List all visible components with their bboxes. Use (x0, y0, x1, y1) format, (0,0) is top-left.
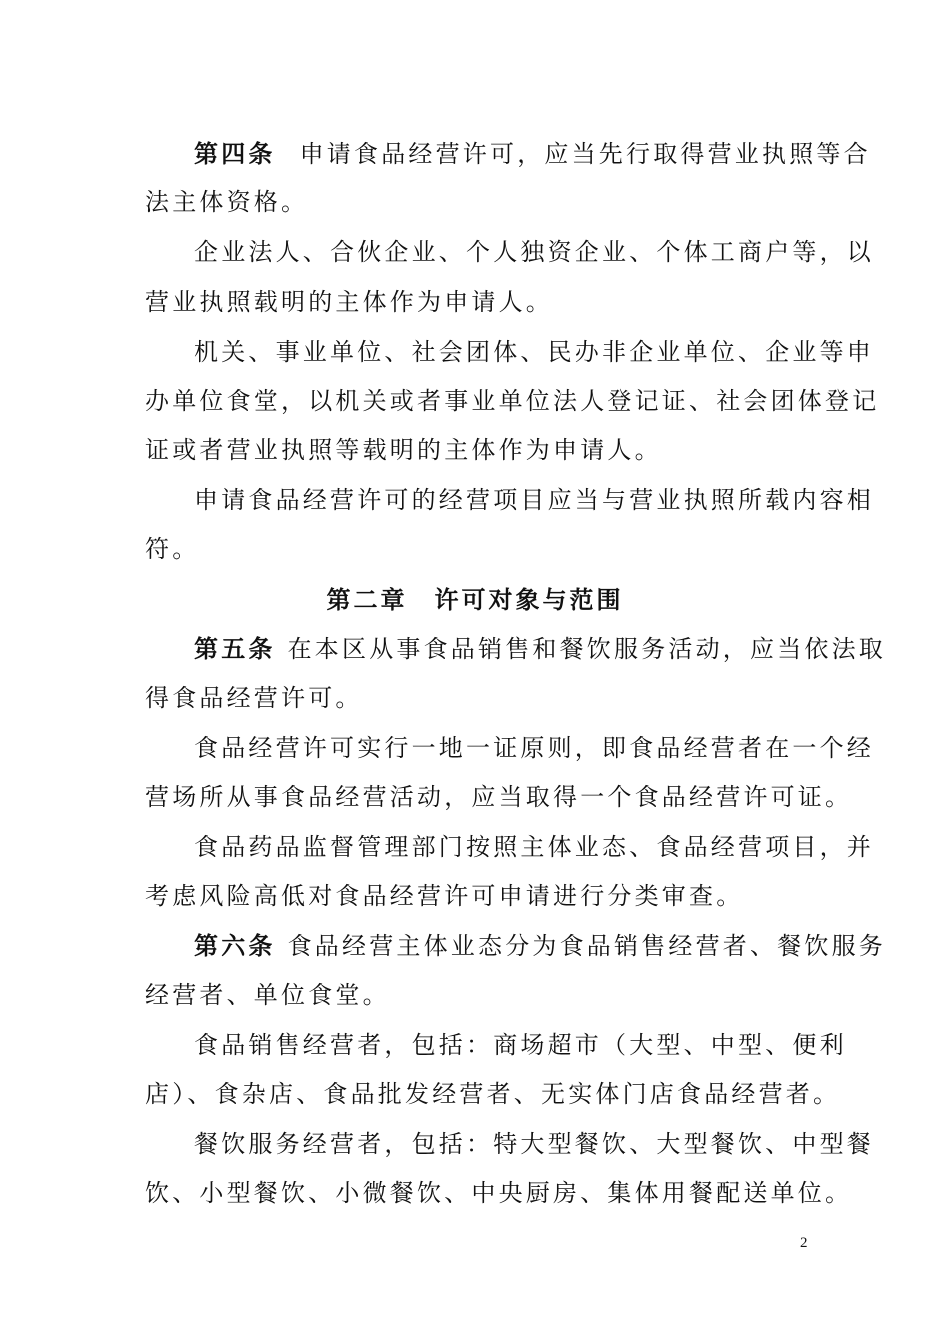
article-6-line-1 (194, 931, 887, 960)
article-6-text: 食品经营主体业态分为食品销售经营者、餐饮服务 (287, 932, 887, 960)
paragraph-enterprise-line-1: 企业法人、合伙企业、个人独资企业、个体工商户等，以 (194, 238, 874, 266)
article-5-line-1 (194, 634, 887, 663)
paragraph-one-location-line-2: 营场所从事食品经营活动，应当取得一个食品经营许可证。 (145, 783, 853, 811)
chapter-2-heading: 第二章 许可对象与范围 (326, 585, 624, 614)
article-4-text: 申请食品经营许可，应当先行取得营业执照等合 (299, 140, 871, 168)
paragraph-institution-line-1: 机关、事业单位、社会团体、民办非企业单位、企业等申 (194, 338, 874, 366)
paragraph-enterprise-line-2: 营业执照载明的主体作为申请人。 (145, 288, 553, 316)
paragraph-catering-line-2: 饮、小型餐饮、小微餐饮、中央厨房、集体用餐配送单位。 (145, 1179, 853, 1207)
paragraph-one-location-line-1: 食品经营许可实行一地一证原则，即食品经营者在一个经 (194, 734, 874, 762)
article-4-line-2: 法主体资格。 (145, 188, 309, 216)
article-6-line-2: 经营者、单位食堂。 (145, 981, 390, 1009)
paragraph-catering-line-1: 餐饮服务经营者，包括：特大型餐饮、大型餐饮、中型餐 (194, 1130, 874, 1158)
article-5-label: 第五条 (194, 634, 276, 663)
article-5-line-2: 得食品经营许可。 (145, 684, 363, 712)
paragraph-institution-line-3: 证或者营业执照等载明的主体作为申请人。 (145, 436, 662, 464)
page-number: 2 (800, 1235, 808, 1251)
paragraph-institution-line-2: 办单位食堂，以机关或者事业单位法人登记证、社会团体登记 (145, 387, 880, 415)
paragraph-project-line-2: 符。 (145, 535, 200, 563)
paragraph-classification-line-2: 考虑风险高低对食品经营许可申请进行分类审查。 (145, 882, 744, 910)
paragraph-sales-line-2: 店）、食杂店、食品批发经营者、无实体门店食品经营者。 (145, 1080, 841, 1108)
article-6-label: 第六条 (194, 931, 276, 960)
paragraph-project-line-1: 申请食品经营许可的经营项目应当与营业执照所载内容相 (194, 486, 874, 514)
paragraph-classification-line-1: 食品药品监督管理部门按照主体业态、食品经营项目，并 (194, 833, 874, 861)
article-5-text: 在本区从事食品销售和餐饮服务活动，应当依法取 (287, 635, 887, 663)
paragraph-sales-line-1: 食品销售经营者，包括：商场超市（大型、中型、便利 (194, 1031, 847, 1059)
article-4-label: 第四条 (194, 139, 276, 168)
article-4-line-1 (194, 139, 871, 168)
